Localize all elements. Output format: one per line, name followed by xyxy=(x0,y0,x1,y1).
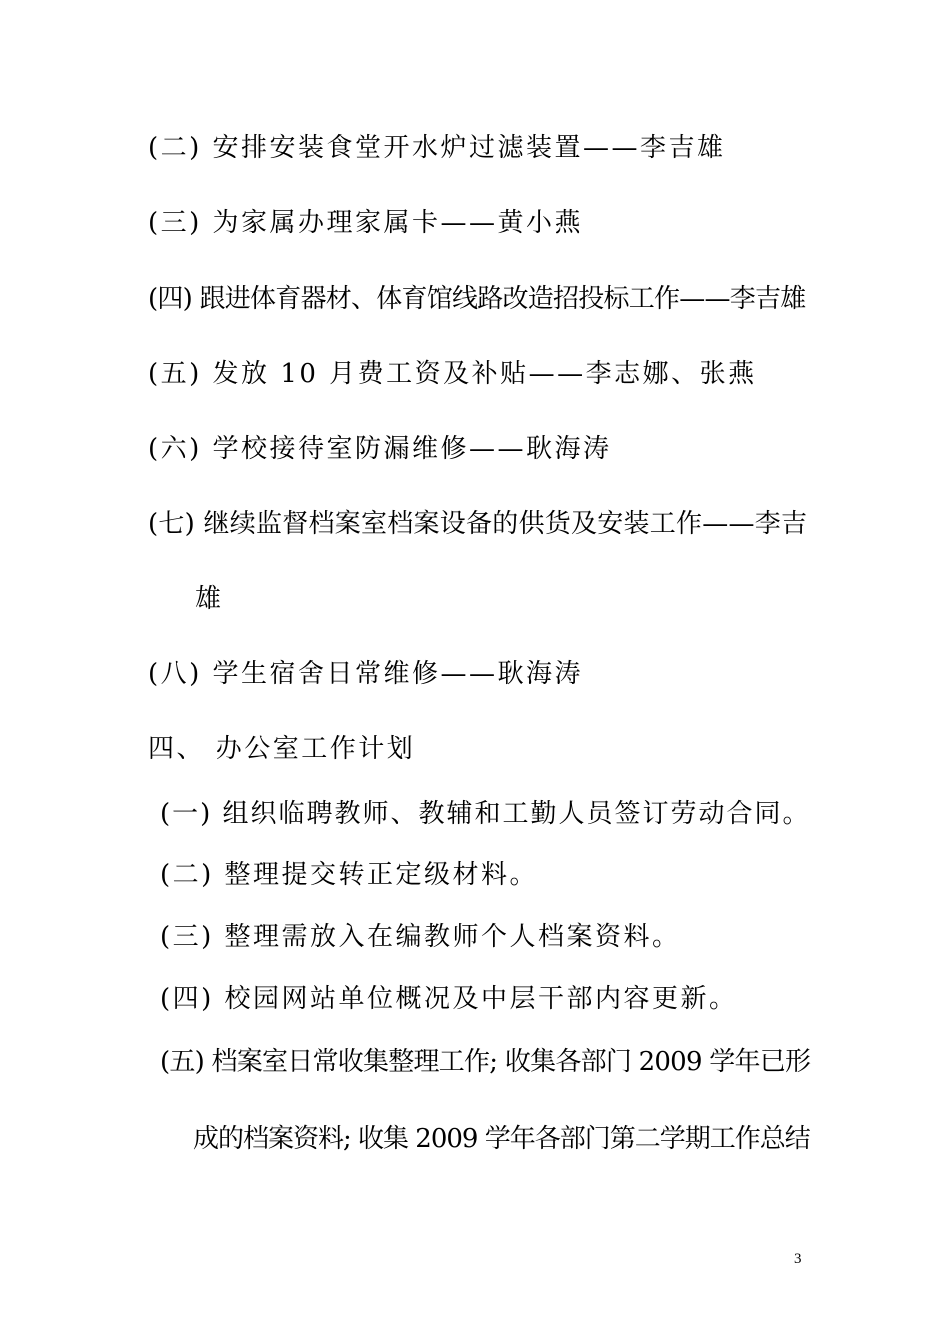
page-number: 3 xyxy=(794,1251,802,1267)
list-item-canteen-boiler: (二) 安排安装食堂开水炉过滤装置——李吉雄 xyxy=(148,133,726,163)
list-item-dorm-repair: (八) 学生宿舍日常维修——耿海涛 xyxy=(148,659,584,689)
list-item-family-card: (三) 为家属办理家属卡——黄小燕 xyxy=(148,208,584,238)
list-item-labor-contracts: (一) 组织临聘教师、教辅和工勤人员签订劳动合同。 xyxy=(160,799,811,829)
list-item-reception-repair: (六) 学校接待室防漏维修——耿海涛 xyxy=(148,434,612,464)
list-item-sports-equipment: (四) 跟进体育器材、体育馆线路改造招投标工作——李吉雄 xyxy=(148,284,806,314)
list-item-teacher-files: (三) 整理需放入在编教师个人档案资料。 xyxy=(160,922,681,952)
list-item-archive-collection: (五) 档案室日常收集整理工作; 收集各部门 2009 学年已形 xyxy=(160,1047,811,1077)
list-item-archive-equipment-continued: 雄 xyxy=(195,584,224,614)
list-item-archive-equipment: (七) 继续监督档案室档案设备的供货及安装工作——李吉 xyxy=(148,509,808,539)
list-item-regularization: (二) 整理提交转正定级材料。 xyxy=(160,860,539,890)
list-item-website-update: (四) 校园网站单位概况及中层干部内容更新。 xyxy=(160,984,738,1014)
list-item-salary: (五) 发放 10 月费工资及补贴——李志娜、张燕 xyxy=(148,359,757,389)
list-item-archive-collection-continued: 成的档案资料; 收集 2009 学年各部门第二学期工作总结 xyxy=(193,1124,810,1154)
section-heading-office-plan: 四、 办公室工作计划 xyxy=(148,734,416,764)
